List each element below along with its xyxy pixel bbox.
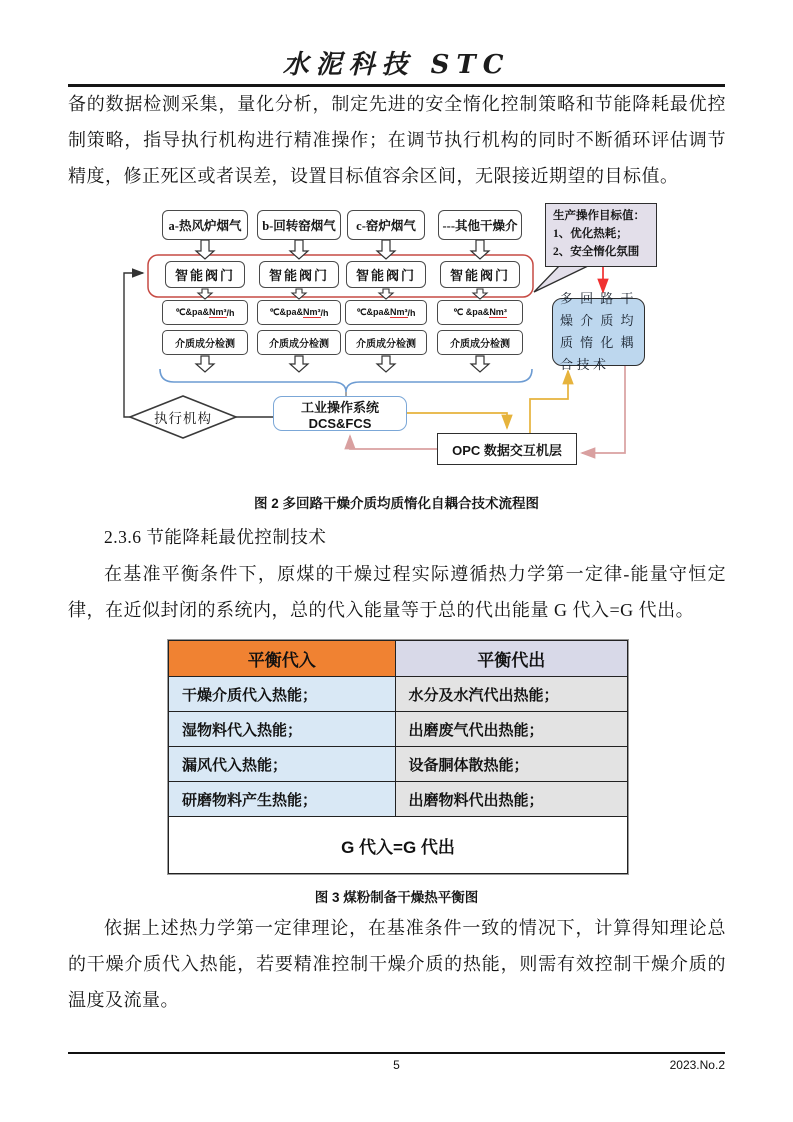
tech-to-opc-line	[582, 366, 625, 453]
actuator-label: 执行机构	[154, 411, 212, 426]
table-cell: 设备胴体散热能；	[395, 747, 628, 782]
down-arrow-icon	[377, 356, 395, 372]
figure3-caption: 图 3 煤粉制备干燥热平衡图	[314, 890, 479, 905]
source-box-hot-stove: a-热风炉烟气	[162, 210, 248, 240]
down-arrow-icon	[196, 240, 214, 259]
paragraph-1: 备的数据检测采集，量化分析，制定先进的安全惰化控制策略和节能降耗最优控制策略，指导执行机构进行精准操作；在调节执行机构的同时不断循环评估调节精度，修正死区或者误差，设置目标值容余区间，无限接近期望的目标值。	[68, 94, 726, 186]
detect-box: 介质成分检测	[162, 330, 248, 355]
sensor-box: ℃&pa& Nm³ /h	[345, 300, 427, 325]
issue-label: 2023.No.2	[669, 1058, 725, 1072]
table-cell: 湿物料代入热能；	[169, 712, 396, 747]
source-box-other: ---其他干燥介	[438, 210, 522, 240]
table-cell: 漏风代入热能；	[169, 747, 396, 782]
journal-title: 水泥科技 STC	[282, 50, 511, 80]
down-arrow-icon	[290, 356, 308, 372]
table-row	[169, 747, 628, 782]
production-target-callout	[545, 203, 657, 267]
table-cell: 出磨物料代出热能；	[395, 782, 628, 817]
table-footer-row	[169, 817, 628, 874]
sensor-box: ℃&pa& Nm³ /h	[162, 300, 248, 325]
detect-box: 介质成分检测	[437, 330, 523, 355]
smart-valve-box: 智能阀门	[346, 261, 426, 288]
coupling-tech-box: 多回路干燥介质均质惰化耦合技术	[552, 298, 645, 366]
table-footer-equation: G 代入=G 代出	[169, 817, 628, 874]
down-arrow-icon	[377, 240, 395, 259]
table-row	[169, 782, 628, 817]
table-row	[169, 677, 628, 712]
table-header-row	[169, 641, 628, 677]
down-arrow-icon	[471, 356, 489, 372]
callout-title: 生产操作目标值：	[553, 210, 645, 222]
page-number: 5	[393, 1058, 400, 1072]
opc-to-tech-line	[530, 371, 568, 433]
down-arrow-icon	[471, 240, 489, 259]
opc-to-dcs-line	[350, 436, 437, 449]
detect-box: 介质成分检测	[345, 330, 427, 355]
smart-valve-box: 智能阀门	[165, 261, 245, 288]
callout-item: 1、优化热耗；	[553, 227, 628, 240]
down-arrow-icon	[290, 240, 308, 259]
section-heading: 2.3.6 节能降耗最优控制技术	[104, 527, 327, 547]
table-header-balance-out: 平衡代出	[395, 641, 628, 677]
heat-balance-table	[168, 640, 628, 874]
dcs-to-opc-line	[407, 413, 507, 428]
table-row	[169, 712, 628, 747]
footer-rule	[68, 1052, 725, 1054]
sensor-box: ℃&pa& Nm³ /h	[257, 300, 341, 325]
figure2-flowchart	[0, 203, 793, 475]
table-header-balance-in: 平衡代入	[169, 641, 396, 677]
source-box-rotary-kiln: b-回转窑烟气	[257, 210, 341, 240]
table-cell: 出磨废气代出热能；	[395, 712, 628, 747]
table-cell: 研磨物料产生热能；	[169, 782, 396, 817]
smart-valve-box: 智能阀门	[440, 261, 520, 288]
source-box-kiln: c-窑炉烟气	[347, 210, 425, 240]
down-arrow-icon	[196, 356, 214, 372]
figure2-caption: 图 2 多回路干燥介质均质惰化自耦合技术流程图	[253, 496, 539, 511]
table-cell: 干燥介质代入热能；	[169, 677, 396, 712]
opc-box: OPC 数据交互机层	[437, 433, 577, 465]
sensor-box: ℃ &pa& Nm³	[437, 300, 523, 325]
paragraph-3: 依据上述热力学第一定律理论，在基准条件一致的情况下，计算得知理论总的干燥介质代入热能，若要精准控制干燥介质的热能，则需有效控制干燥介质的温度及流量。	[68, 918, 726, 1010]
table-cell: 水分及水汽代出热能；	[395, 677, 628, 712]
detect-box: 介质成分检测	[257, 330, 341, 355]
callout-item: 2、安全惰化氛围	[553, 245, 640, 258]
brace-connector	[160, 369, 532, 392]
smart-valve-box: 智能阀门	[259, 261, 339, 288]
paragraph-2: 在基准平衡条件下，原煤的干燥过程实际遵循热力学第一定律-能量守恒定律，在近似封闭的系统内，总的代入能量等于总的代出能量 G 代入=G 代出。	[68, 564, 726, 620]
dcs-system-box: 工业操作系统 DCS&FCS	[273, 396, 407, 431]
